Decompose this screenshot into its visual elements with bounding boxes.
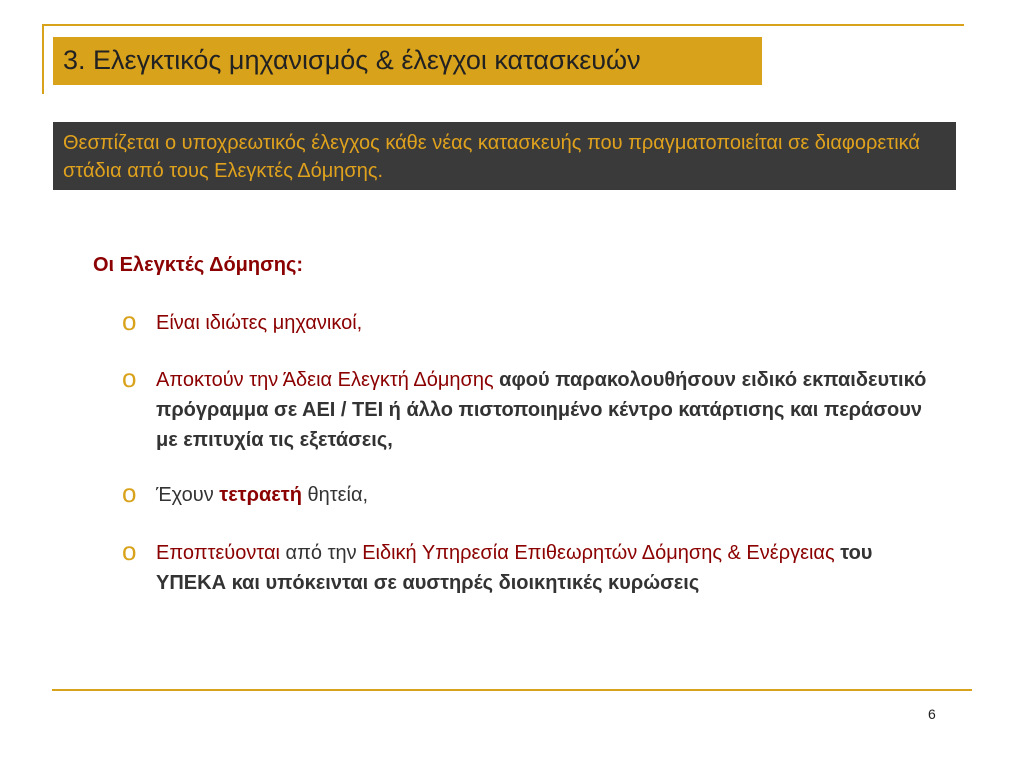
bullet-marker: o [122,536,137,566]
bullet-text: Έχουν τετραετή θητεία, [156,484,369,506]
intro-box [53,122,956,190]
bullet-text: Είναι ιδιώτες μηχανικοί, [156,312,363,334]
bullet-text: Εποπτεύονται από την Ειδική Υπηρεσία Επιθεωρητών Δόμησης & Ενέργειας του ΥΠΕΚΑ και υπόκεινται σε αυστηρές διοικητικές κυρώσεις [156,542,873,594]
bullet-marker: o [122,363,137,393]
page-number: 6 [928,706,936,722]
title-bar [53,37,762,85]
section-heading: Οι Ελεγκτές Δόμησης: [93,254,304,276]
slide-title: 3. Ελεγκτικός μηχανισμός & έλεγχοι κατασκευών [63,45,641,75]
left-divider [42,24,44,94]
bullet-text: Αποκτούν την Άδεια Ελεγκτή Δόμησης αφού παρακολουθήσουν ειδικό εκπαιδευτικό πρόγραμμα σε ΑΕΙ / ΤΕΙ ή άλλο πιστοποιημένο κέντρο κατάρτισης και περάσουν με επιτυχία τις εξετάσεις, [156,369,927,451]
bullet-marker: o [122,478,137,508]
bullet-marker: o [122,306,137,336]
bottom-divider [52,689,972,691]
top-divider [42,24,964,26]
intro-text: Θεσπίζεται ο υποχρεωτικός έλεγχος κάθε νέας κατασκευής που πραγματοποιείται σε διαφορετικά στάδια από τους Ελεγκτές Δόμησης. [63,132,920,182]
